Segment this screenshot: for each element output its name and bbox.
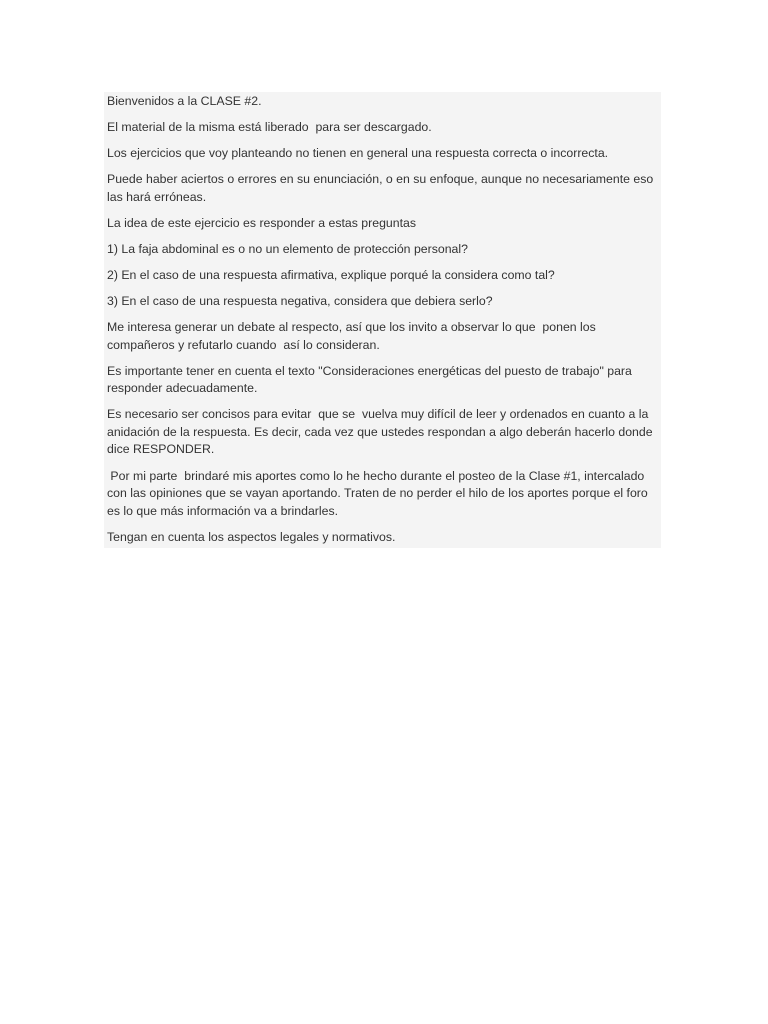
paragraph-idea: La idea de este ejercicio es responder a estas preguntas (107, 215, 416, 230)
question-3: 3) En el caso de una respuesta negativa, considera que debiera serlo? (107, 294, 493, 309)
paragraph-welcome: Bienvenidos a la CLASE #2. (107, 94, 262, 108)
paragraph-material: El material de la misma está liberado para ser descargado. (107, 120, 432, 135)
question-2: 2) En el caso de una respuesta afirmativa, explique porqué la considera como tal? (107, 268, 555, 283)
paragraph-contributions: Por mi parte brindaré mis aportes como lo he hecho durante el posteo de la Clase #1, intercalado con las opiniones que se vayan aportando. Traten de no perder el hilo de los aportes porque el foro es lo que más información va a brindarles. (107, 468, 652, 518)
paragraph-legal: Tengan en cuenta los aspectos legales y normativos. (107, 529, 396, 544)
paragraph-debate: Me interesa generar un debate al respecto, así que los invito a observar lo que ponen los compañeros y refutarlo cuando así lo consideran. (107, 320, 600, 352)
paragraph-errors: Puede haber aciertos o errores en su enunciación, o en su enfoque, aunque no necesariamente eso las hará erróneas. (107, 172, 657, 204)
paragraph-exercises: Los ejercicios que voy planteando no tienen en general una respuesta correcta o incorrecta. (107, 146, 609, 161)
paragraph-concise: Es necesario ser concisos para evitar que se vuelva muy difícil de leer y ordenados en cuanto a la anidación de la respuesta. Es decir, cada vez que ustedes respondan a algo deberán hacerlo donde dice RESPONDER. (107, 407, 656, 457)
question-1: 1) La faja abdominal es o no un elemento de protección personal? (107, 241, 468, 256)
paragraph-reference-text: Es importante tener en cuenta el texto "Consideraciones energéticas del puesto de trabajo" para responder adecuadamente. (107, 363, 636, 396)
text-block (104, 92, 661, 548)
